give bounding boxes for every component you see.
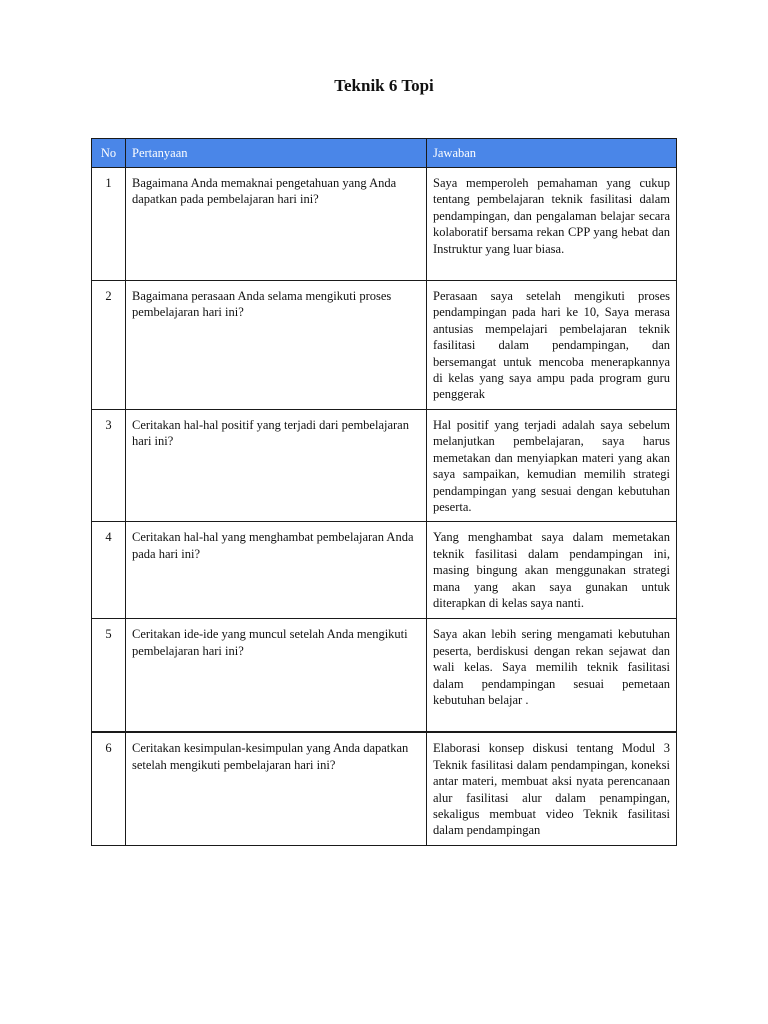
row-number: 4 [92, 522, 126, 619]
table-row [92, 619, 677, 733]
question-cell: Ceritakan hal-hal positif yang terjadi dari pembelajaran hari ini? [126, 410, 427, 522]
row-number: 2 [92, 281, 126, 410]
row-number: 1 [92, 168, 126, 281]
reflection-table [91, 138, 677, 846]
table-row [92, 522, 677, 619]
page-title: Teknik 6 Topi [334, 76, 434, 95]
table-row [92, 281, 677, 410]
table-row [92, 410, 677, 522]
row-number: 6 [92, 732, 126, 845]
table-row [92, 168, 677, 281]
answer-cell: Yang menghambat saya dalam memetakan teknik fasilitasi dalam pendampingan ini, masing bingung akan menggunakan strategi mana yang akan saya gunakan untuk diterapkan di kelas saya nanti. [427, 522, 677, 619]
question-cell: Bagaimana Anda memaknai pengetahuan yang Anda dapatkan pada pembelajaran hari ini? [126, 168, 427, 281]
table-header-row [92, 139, 677, 168]
answer-cell: Perasaan saya setelah mengikuti proses pendampingan pada hari ke 10, Saya merasa antusias mempelajari pembelajaran teknik fasilitasi dalam pendampingan, dan bersemangat untuk mencoba menerapkannya di kelas yang saya ampu pada program guru penggerak [427, 281, 677, 410]
answer-cell: Saya akan lebih sering mengamati kebutuhan peserta, berdiskusi dengan rekan sejawat dan wali kelas. Saya memilih teknik fasilitasi dalam pendampingan sesuai pemetaan kebutuhan belajar . [427, 619, 677, 733]
row-number: 3 [92, 410, 126, 522]
answer-cell: Hal positif yang terjadi adalah saya sebelum melanjutkan pembelajaran, saya harus memetakan dan menyiapkan materi yang akan saya sampaikan, kemudian memilih strategi pendampingan yang sesuai dengan kebutuhan peserta. [427, 410, 677, 522]
question-cell: Ceritakan kesimpulan-kesimpulan yang Anda dapatkan setelah mengikuti pembelajaran hari ini? [126, 732, 427, 845]
header-answer: Jawaban [427, 139, 677, 168]
row-number: 5 [92, 619, 126, 733]
answer-cell: Saya memperoleh pemahaman yang cukup tentang pembelajaran teknik fasilitasi dalam pendampingan, dan pengalaman belajar secara kolaboratif bersama rekan CPP yang hebat dan Instruktur yang luar biasa. [427, 168, 677, 281]
table-row [92, 732, 677, 845]
question-cell: Ceritakan hal-hal yang menghambat pembelajaran Anda pada hari ini? [126, 522, 427, 619]
question-cell: Bagaimana perasaan Anda selama mengikuti proses pembelajaran hari ini? [126, 281, 427, 410]
header-question: Pertanyaan [126, 139, 427, 168]
question-cell: Ceritakan ide-ide yang muncul setelah Anda mengikuti pembelajaran hari ini? [126, 619, 427, 733]
answer-cell: Elaborasi konsep diskusi tentang Modul 3 Teknik fasilitasi dalam pendampingan, koneksi antar materi, membuat aksi nyata perencanaan alur fasilitasi alur dalam penampingan, sekaligus membuat video Teknik fasilitasi dalam pendampingan [427, 732, 677, 845]
header-no: No [92, 139, 126, 168]
